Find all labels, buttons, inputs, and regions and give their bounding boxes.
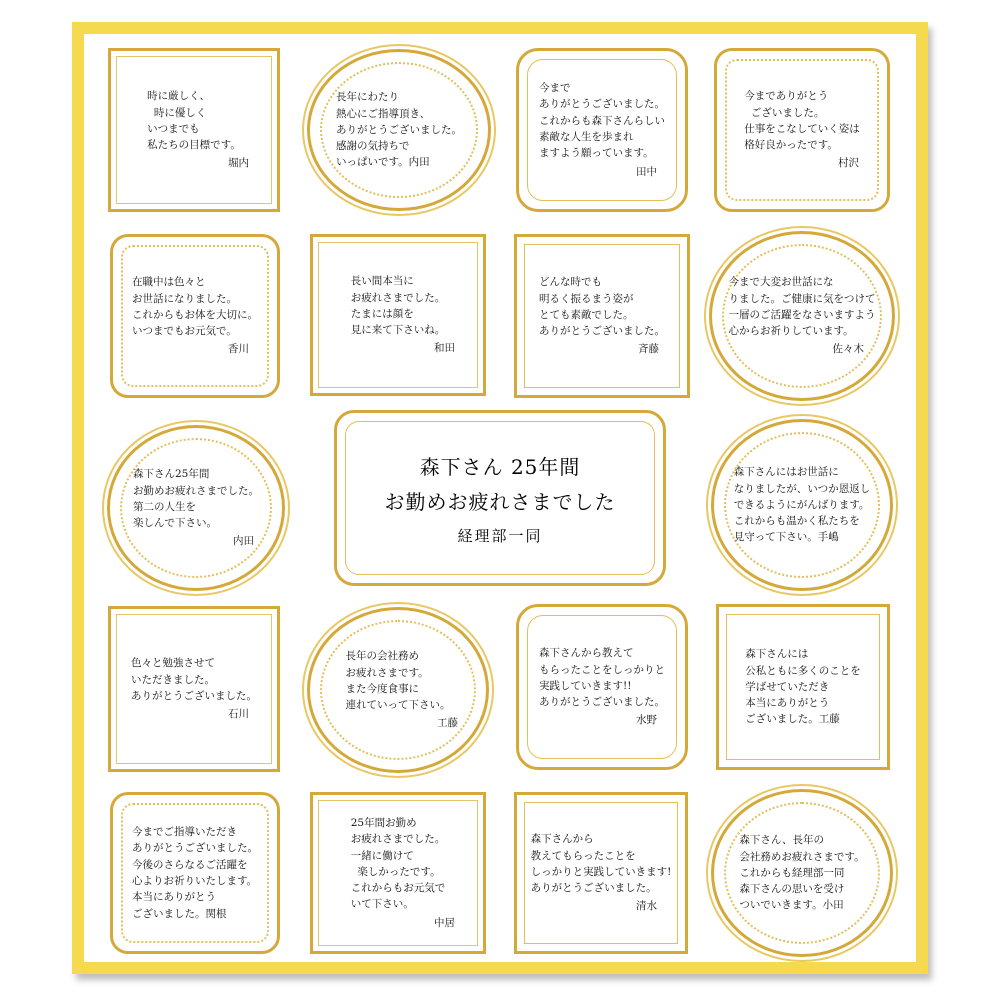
message-line: 素敵な人生を歩まれ [539, 131, 634, 143]
message-line: 本当にありがとう [745, 697, 830, 710]
message-line: ございました。工藤 [745, 713, 840, 726]
message-line: お疲れさまでした。 [350, 291, 446, 304]
message-line: 会社務めお疲れさまです。 [739, 850, 865, 863]
message-line: ありがとうございました。 [539, 696, 665, 709]
message-card-14 [716, 604, 890, 770]
message-line: ございました。関根 [132, 907, 227, 920]
message-line: ありがとうございました。 [539, 325, 665, 338]
message-card-12 [310, 610, 486, 770]
message-card-4 [714, 48, 890, 212]
message-line: これからもお元気で [350, 882, 446, 895]
message-card-16 [310, 792, 486, 954]
message-line: 感謝の気持ちで [336, 140, 410, 153]
message-line: これからも温かく私たちを [733, 515, 860, 528]
signature: 佐々木 [832, 343, 864, 356]
message-line: これからもお体を大切に。 [132, 308, 258, 321]
message-line: 森下さんには [745, 648, 809, 661]
message-line: 見に来て下さいね。 [350, 324, 446, 337]
message-line: また今度食事に [345, 682, 419, 695]
message-line: 今までありがとう [744, 90, 829, 103]
message-line: 長年にわたり [336, 91, 399, 104]
message-line: もらったことをしっかりと [539, 663, 665, 676]
message-line: これからも森下さんらしい [539, 114, 665, 127]
message-line: 森下さんにはお世話に [733, 466, 839, 479]
message-line: 第二の人生を [133, 500, 196, 513]
message-line: 本当にありがとう [132, 891, 216, 904]
signature: 石川 [228, 708, 249, 721]
message-line: 心よりお祈りいたします。 [132, 875, 258, 887]
message-line: 今まで [539, 82, 571, 95]
center-message-card [334, 410, 666, 586]
message-line: 森下さんから教えて [539, 647, 634, 660]
message-line: 格好良かったです。 [744, 139, 838, 152]
message-card-18 [714, 792, 890, 954]
message-line: いつまでもお元気で。 [132, 325, 237, 338]
message-line: 連れていって下さい。 [345, 699, 451, 712]
message-line: いつまでも [147, 122, 200, 135]
message-line: 時に優しく [147, 106, 207, 119]
message-line: 今までご指導いただき [132, 826, 237, 839]
message-line: 森下さんから [530, 833, 594, 846]
message-line: 森下さん、長年の [739, 834, 825, 847]
message-card-2 [310, 52, 488, 208]
message-line: 学ばせていただき [745, 680, 830, 693]
message-line: いて下さい。 [350, 898, 414, 911]
message-line: 今まで大変お世話にな [728, 276, 834, 289]
message-line: なりましたが、いつか恩返し [733, 482, 871, 495]
signature: 内田 [233, 535, 254, 548]
message-line: 明るく振るまう姿が [539, 292, 634, 305]
message-line: 一緒に働けて [350, 849, 414, 862]
message-card-10 [714, 422, 890, 588]
message-line: ますよう願っています。 [539, 147, 654, 160]
message-line: 在職中は色々と [132, 276, 206, 289]
message-line: これからも経理部一同 [739, 866, 845, 879]
message-line: たまには顔を [350, 307, 414, 320]
message-line: ありがとうございました。 [132, 842, 258, 855]
message-line: 熱心にご指導頂き、 [336, 107, 431, 120]
message-line: 長年の会社務め [345, 650, 419, 663]
message-line: とても素敵でした。 [539, 308, 634, 321]
message-line: 心からお祈りしています。 [728, 325, 854, 338]
message-line: お疲れさまです。 [345, 666, 429, 679]
message-line: 今後のさらなるご活躍を [132, 858, 248, 871]
message-line: 森下さん25年間 [133, 468, 210, 481]
message-line: ありがとうございました。 [539, 98, 665, 111]
message-line: ありがとうございました。 [336, 123, 462, 136]
signature: 堀内 [228, 157, 249, 170]
message-line: いただきました。 [131, 673, 215, 686]
message-line: できるようにがんばります。 [733, 498, 870, 511]
signature: 中居 [434, 916, 455, 929]
message-line: 色々と勉強させて [131, 657, 215, 670]
signature: 清水 [636, 900, 657, 913]
signature: 香川 [228, 343, 249, 356]
message-line: しっかりと実践していきます! [530, 865, 672, 878]
signature: 斉藤 [638, 343, 659, 356]
message-card-3 [516, 48, 688, 212]
message-line: 一層のご活躍をなさいますよう [728, 308, 876, 321]
signature: 田中 [636, 165, 657, 178]
message-line: ありがとうございました。 [131, 690, 257, 702]
message-line: ありがとうございました。 [530, 882, 657, 895]
signature: 工藤 [437, 717, 458, 730]
message-card-13 [516, 604, 688, 770]
message-card-17 [514, 792, 688, 954]
signature: 村沢 [838, 157, 859, 170]
message-line: 私たちの目標です。 [147, 139, 241, 152]
message-card-1 [108, 48, 280, 212]
message-line: 実践していきます!! [539, 679, 632, 692]
message-line: お世話になりました。 [132, 292, 237, 305]
message-line: 25年間お勤め [350, 817, 417, 830]
message-line: 見守って下さい。手嶋 [733, 531, 839, 544]
signature: 水野 [636, 714, 657, 727]
message-card-5 [110, 234, 280, 398]
message-card-11 [108, 606, 280, 772]
message-card-8 [712, 234, 892, 398]
message-line: 教えてもらったことを [530, 849, 636, 862]
message-card-15 [110, 792, 280, 954]
message-line: 森下さんの思いを受け [739, 883, 845, 896]
signature: 和田 [434, 342, 455, 355]
message-line: 長い間本当に [350, 275, 414, 288]
center-message: お勤めお疲れさまでした [384, 489, 616, 514]
message-line: お勤めお疲れさまでした。 [133, 484, 259, 497]
message-line: 公私ともに多くのことを [745, 664, 861, 677]
message-card-7 [514, 234, 690, 398]
message-line: 楽しかったです。 [350, 865, 441, 878]
message-line: ついでいきます。小田 [739, 899, 844, 912]
center-title: 森下さん 25年間 [419, 454, 581, 479]
message-line: いっぱいです。内田 [336, 156, 430, 169]
message-line: ございました。 [744, 106, 825, 119]
message-line: お疲れさまでした。 [350, 833, 446, 846]
center-signature: 経理部一同 [457, 526, 543, 545]
message-line: 楽しんで下さい。 [133, 517, 217, 530]
message-line: 仕事をこなしていく姿は [744, 122, 860, 135]
message-line: どんな時でも [539, 276, 602, 289]
message-card-6 [310, 234, 486, 396]
message-card-9 [110, 428, 282, 588]
message-line: りました。ご健康に気をつけて [728, 292, 876, 305]
message-line: 時に厳しく、 [147, 90, 210, 103]
